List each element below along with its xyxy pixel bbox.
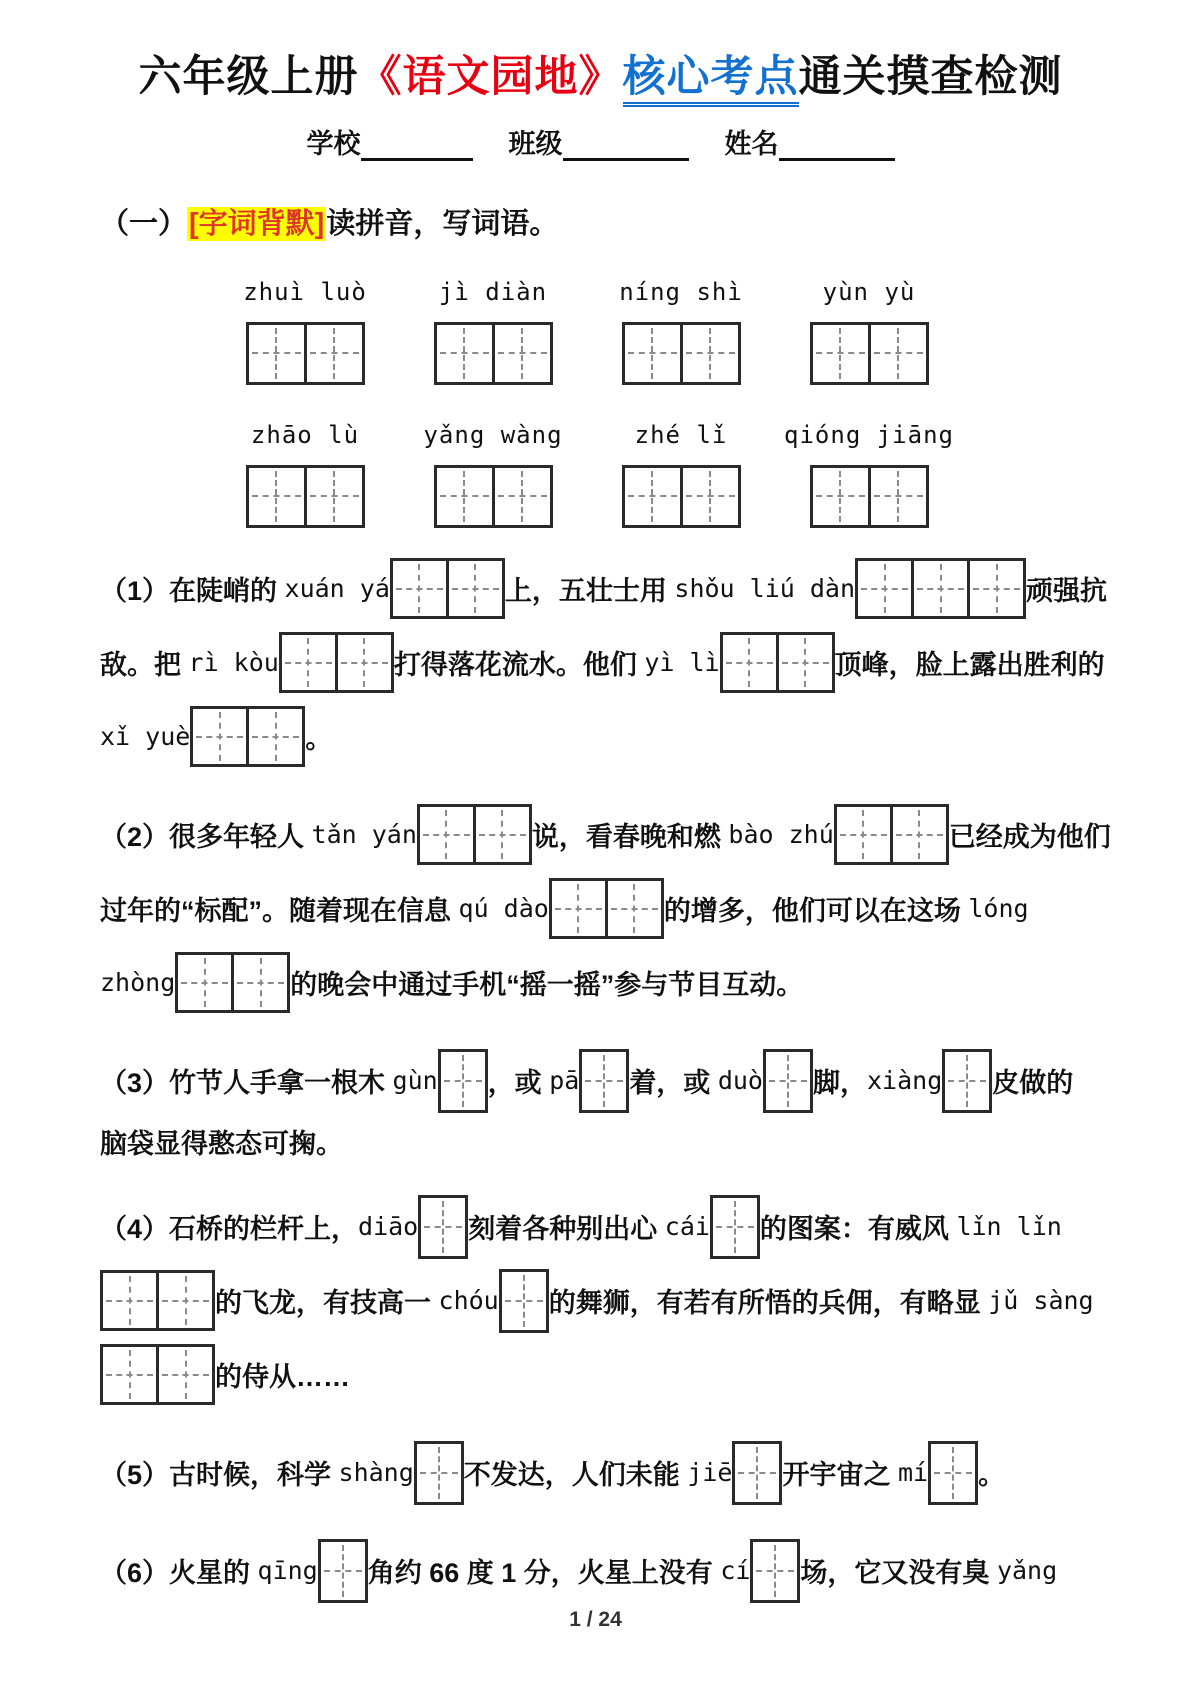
pinyin-text: bào zhú xyxy=(728,820,834,850)
question-6 xyxy=(100,1534,1101,1608)
sentence-text: 场，它又没有臭 xyxy=(800,1558,997,1589)
sentence-text: 着，或 xyxy=(629,1068,718,1099)
name-label: 姓名 xyxy=(724,128,779,159)
writing-grid xyxy=(100,1344,215,1405)
title-keypoint: 核心考点 xyxy=(623,53,799,107)
writing-grid xyxy=(414,1441,464,1505)
sentence-text: 已经成为他们 xyxy=(948,822,1111,853)
writing-grid xyxy=(438,1049,488,1113)
writing-grid xyxy=(434,465,553,528)
pinyin-text: jǔ sàng xyxy=(988,1286,1094,1316)
pinyin-text: xuán yá xyxy=(284,574,390,604)
sentence-text: 上，五壮士用 xyxy=(504,576,675,607)
writing-grid xyxy=(100,1270,215,1331)
writing-grid xyxy=(318,1539,368,1603)
question-2 xyxy=(100,798,1111,1020)
name-blank xyxy=(779,134,895,161)
school-blank xyxy=(361,134,473,161)
pinyin-label: qióng jiāng xyxy=(784,420,954,449)
writing-grid xyxy=(418,1195,468,1259)
page-title xyxy=(100,52,1101,104)
writing-grid xyxy=(246,322,365,385)
pinyin-word-block xyxy=(619,277,743,385)
title-grade: 六年级上册 xyxy=(138,53,359,101)
writing-grid xyxy=(810,465,929,528)
sentence-text: 过年的“标配”。随着现在信息 xyxy=(100,896,459,927)
writing-grid xyxy=(246,465,365,528)
writing-grid xyxy=(928,1441,978,1505)
writing-grid xyxy=(175,952,290,1013)
sentence-text: 的晚会中通过手机“摇一摇”参与节目互动。 xyxy=(290,970,804,1001)
pinyin-text: qú dào xyxy=(458,894,549,924)
question-line xyxy=(100,1338,1101,1412)
writing-grid xyxy=(710,1195,760,1259)
sentence-text: 。 xyxy=(978,1460,1006,1491)
pinyin-text: yì lì xyxy=(644,648,720,678)
question-3 xyxy=(100,1044,1101,1166)
pinyin-label: zhé lǐ xyxy=(634,420,728,449)
writing-grid xyxy=(434,322,553,385)
pinyin-text: cái xyxy=(664,1212,710,1242)
pinyin-word-block xyxy=(434,278,552,385)
sentence-text: 角约 66 度 1 分，火星上没有 xyxy=(367,1558,721,1589)
sentence-text: 皮做的 xyxy=(992,1068,1074,1099)
question-line xyxy=(100,1264,1101,1338)
question-line xyxy=(100,946,1101,1020)
writing-grid xyxy=(499,1269,549,1333)
pinyin-text: diāo xyxy=(358,1212,419,1242)
pinyin-text: pā xyxy=(549,1066,580,1096)
question-line xyxy=(100,552,1108,626)
pinyin-label: jì diàn xyxy=(438,277,548,306)
sentence-text: （6）火星的 xyxy=(100,1558,258,1589)
pinyin-label: níng shì xyxy=(619,277,743,306)
writing-grid xyxy=(279,632,394,693)
sentence-text: 顶峰，脸上露出胜利的 xyxy=(834,650,1105,681)
sentence-text: （5）古时候，科学 xyxy=(100,1460,339,1491)
writing-grid xyxy=(622,465,741,528)
writing-grid xyxy=(390,558,505,619)
writing-grid xyxy=(622,322,741,385)
writing-grid xyxy=(190,706,305,767)
question-4 xyxy=(100,1190,1101,1412)
title-book: 《语文园地》 xyxy=(358,53,623,101)
pinyin-text: chóu xyxy=(438,1286,499,1316)
page-number: 1 / 24 xyxy=(569,1608,622,1631)
pinyin-text: rì kòu xyxy=(188,648,279,678)
pinyin-text: qīng xyxy=(257,1556,318,1586)
pinyin-word-row-2 xyxy=(246,421,1101,528)
writing-grid xyxy=(549,878,664,939)
sentence-text: ，或 xyxy=(487,1068,550,1099)
question-line xyxy=(100,798,1111,872)
sentence-text: （2）很多年轻人 xyxy=(100,822,312,853)
title-suffix: 通关摸查检测 xyxy=(798,53,1063,101)
sentence-text: 说，看春晚和燃 xyxy=(531,822,729,853)
writing-grid xyxy=(732,1441,782,1505)
pinyin-text: tǎn yán xyxy=(311,820,417,850)
class-blank xyxy=(563,134,689,161)
pinyin-label: zhuì luò xyxy=(243,277,367,306)
sentence-text: （3）竹节人手拿一根木 xyxy=(100,1068,393,1099)
pinyin-text: lóng xyxy=(968,894,1029,924)
pinyin-word-block xyxy=(622,421,740,528)
pinyin-text: lǐn lǐn xyxy=(956,1212,1062,1242)
sentence-text: 的图案：有威风 xyxy=(759,1214,957,1245)
question-line xyxy=(100,1534,1101,1608)
writing-grid xyxy=(942,1049,992,1113)
writing-grid xyxy=(720,632,835,693)
sentence-text: （1）在陡峭的 xyxy=(100,576,285,607)
pinyin-word-block xyxy=(246,421,364,528)
pinyin-text: xiàng xyxy=(866,1066,943,1096)
section-tag: [字词背默] xyxy=(189,207,325,240)
sentence-text: 。 xyxy=(305,724,333,755)
sentence-text: 的飞龙，有技高一 xyxy=(215,1288,439,1319)
question-line xyxy=(100,700,1101,774)
writing-grid xyxy=(579,1049,629,1113)
question-line xyxy=(100,1044,1101,1118)
writing-grid xyxy=(810,322,929,385)
sentence-text: 不发达，人们未能 xyxy=(463,1460,688,1491)
question-line xyxy=(100,1436,1101,1510)
writing-grid xyxy=(750,1539,800,1603)
section-header xyxy=(100,201,1101,242)
pinyin-word-block xyxy=(243,277,367,385)
pinyin-word-block xyxy=(810,278,928,385)
sentence-text: 打得落花流水。他们 xyxy=(393,650,645,681)
school-label: 学校 xyxy=(306,128,361,159)
pinyin-text: zhòng xyxy=(100,968,176,998)
pinyin-text: shàng xyxy=(338,1458,414,1488)
writing-grid xyxy=(834,804,949,865)
sentence-text: （4）石桥的栏杆上， xyxy=(100,1214,359,1245)
sentence-text: 的侍从…… xyxy=(215,1362,350,1393)
sentence-text: 脑袋显得憨态可掬。 xyxy=(100,1129,343,1160)
sentence-text: 顽强抗 xyxy=(1026,576,1108,607)
pinyin-word-block xyxy=(784,420,954,528)
section-number: （一） xyxy=(100,207,188,240)
class-label: 班级 xyxy=(508,128,563,159)
question-line xyxy=(100,1190,1101,1264)
pinyin-label: yǎng wàng xyxy=(423,420,563,449)
sentence-text: 的舞狮，有若有所悟的兵佣，有略显 xyxy=(548,1288,989,1319)
sentence-text: 的增多，他们可以在这场 xyxy=(663,896,969,927)
sentence-text: 脚， xyxy=(812,1068,867,1099)
pinyin-text: duò xyxy=(717,1066,763,1096)
sentence-text: 开宇宙之 xyxy=(782,1460,898,1491)
pinyin-label: zhāo lù xyxy=(250,420,360,449)
pinyin-text: yǎng xyxy=(996,1556,1058,1586)
pinyin-text: cí xyxy=(720,1556,751,1586)
sentence-text: 敌。把 xyxy=(100,650,189,681)
sentence-text: 刻着各种别出心 xyxy=(468,1214,665,1245)
section-instruction: 读拼音，写词语。 xyxy=(326,207,559,240)
question-line xyxy=(100,1118,1101,1166)
pinyin-word-block xyxy=(423,420,563,528)
question-line xyxy=(100,872,1101,946)
pinyin-text: shǒu liú dàn xyxy=(674,574,856,604)
pinyin-text: mí xyxy=(897,1458,929,1488)
writing-grid xyxy=(417,804,532,865)
question-line xyxy=(100,626,1105,700)
pinyin-word-row-1 xyxy=(243,277,1101,385)
student-info-line xyxy=(100,122,1101,161)
question-5 xyxy=(100,1436,1101,1510)
pinyin-text: jiē xyxy=(687,1458,733,1488)
question-1 xyxy=(100,552,1108,774)
writing-grid xyxy=(855,558,1026,619)
pinyin-text: xǐ yuè xyxy=(100,722,191,752)
pinyin-text: gùn xyxy=(392,1066,438,1096)
pinyin-label: yùn yù xyxy=(822,277,916,306)
writing-grid xyxy=(763,1049,813,1113)
